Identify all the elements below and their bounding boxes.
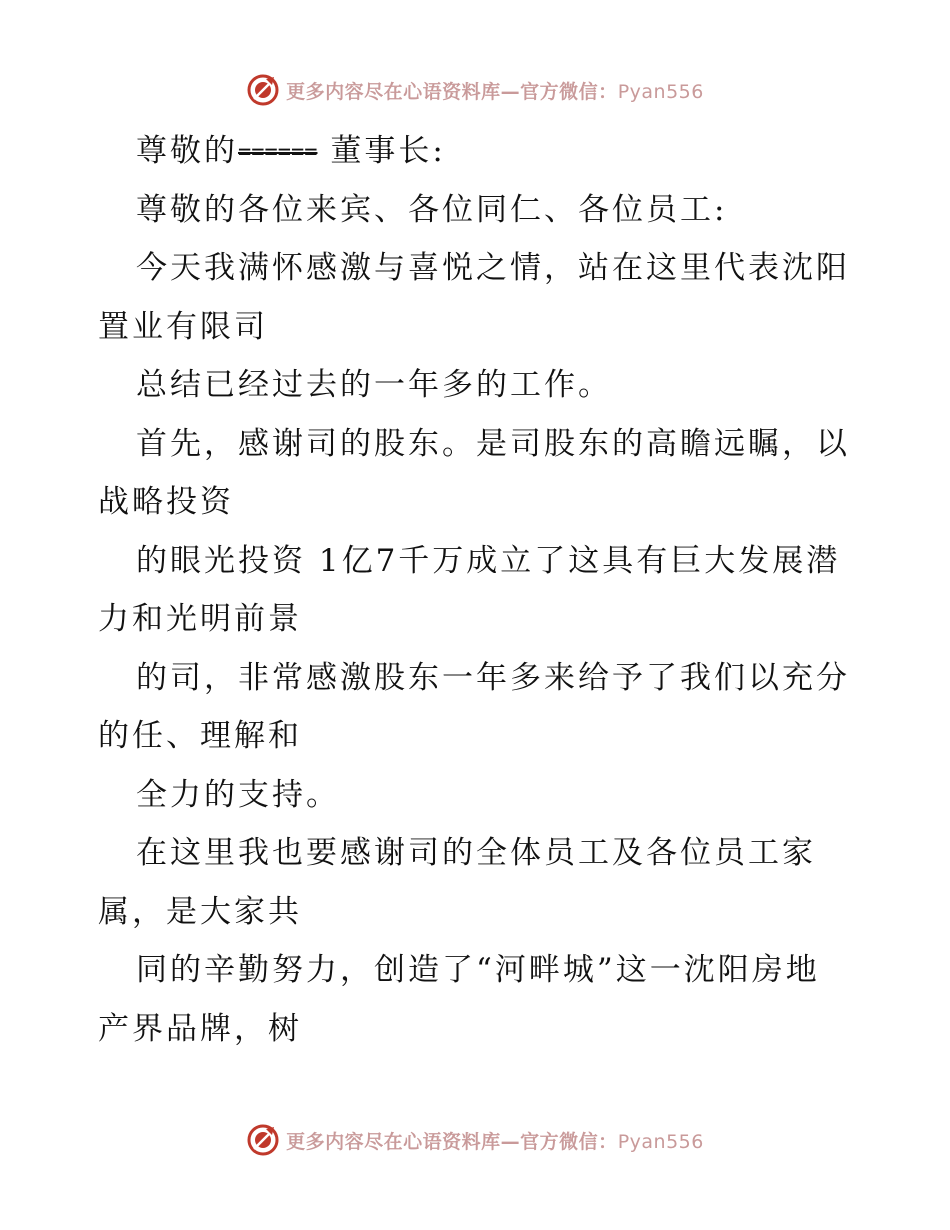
document-line: 力和光明前景 bbox=[98, 601, 302, 637]
watermark-account-id: Pyan556 bbox=[617, 1130, 704, 1153]
name-blank: ====== bbox=[238, 140, 318, 165]
red-seal-logo-icon bbox=[246, 1123, 280, 1157]
watermark-text: 更多内容尽在心语资料库 bbox=[286, 1130, 501, 1153]
salutation-line: 尊敬的====== 董事长: bbox=[98, 122, 858, 181]
document-line: 的眼光投资 1亿7千万成立了这具有巨大发展潜 bbox=[136, 542, 841, 579]
watermark-separator: — bbox=[500, 80, 521, 103]
document-line: 全力的支持。 bbox=[136, 776, 340, 813]
document-line: 的任、理解和 bbox=[98, 718, 302, 754]
document-line: 今天我满怀感激与喜悦之情，站在这里代表沈阳 bbox=[136, 250, 850, 286]
document-line: 产界品牌，树 bbox=[98, 1010, 302, 1047]
document-line: 同的辛勤努力，创造了“河畔城”这一沈阳房地 bbox=[136, 952, 820, 988]
document-line: 总结已经过去的一年多的工作。 bbox=[136, 367, 612, 403]
watermark-separator: — bbox=[500, 1130, 521, 1153]
document-line: 在这里我也要感谢司的全体员工及各位员工家 bbox=[136, 835, 816, 871]
document-line: 属，是大家共 bbox=[98, 893, 302, 930]
document-line: 的司，非常感激股东一年多来给予了我们以充分 bbox=[136, 659, 850, 696]
document-line: 尊敬的各位来宾、各位同仁、各位员工: bbox=[136, 191, 728, 228]
watermark-text: 更多内容尽在心语资料库 bbox=[286, 80, 501, 103]
watermark-account-id: Pyan556 bbox=[617, 80, 704, 103]
watermark-account-label: 官方微信： bbox=[520, 80, 618, 103]
header-watermark bbox=[0, 70, 950, 110]
watermark-account-label: 官方微信： bbox=[520, 1130, 618, 1153]
document-line: 战略投资 bbox=[98, 484, 234, 520]
red-seal-logo-icon bbox=[246, 73, 280, 107]
document-line: 首先，感谢司的股东。是司股东的高瞻远瞩，以 bbox=[136, 425, 850, 462]
document-body bbox=[98, 122, 858, 1058]
document-line: 置业有限司 bbox=[98, 308, 268, 345]
footer-watermark bbox=[0, 1120, 950, 1160]
